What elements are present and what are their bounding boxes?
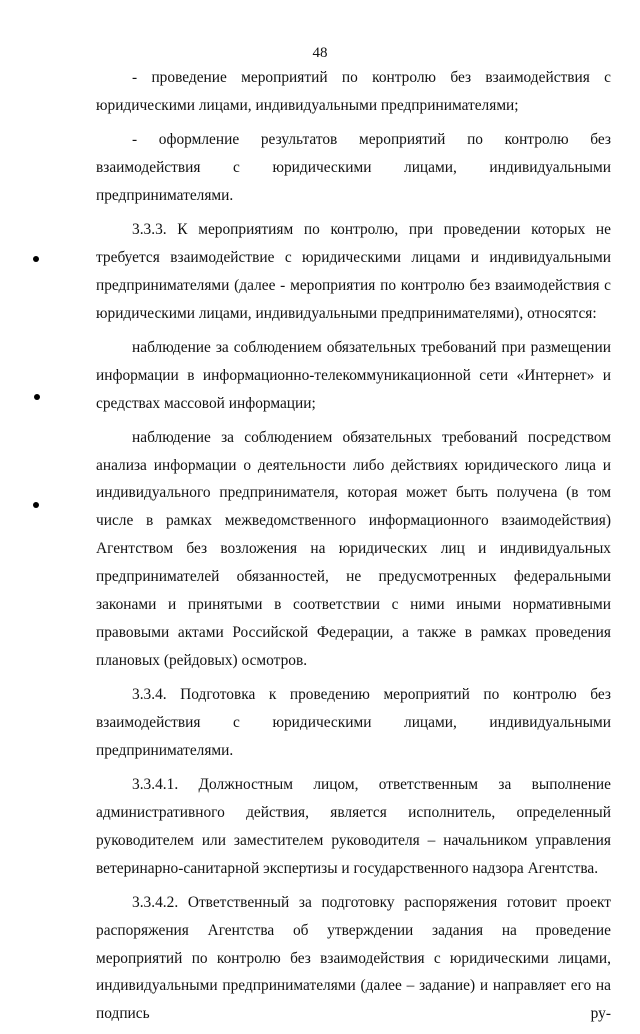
margin-mark <box>34 394 40 400</box>
paragraph-internet-monitoring: наблюдение за соблюдением обязательных требований при размещении информации в информационно-телекоммуникационной сети «Интернет» и средствах массовой информации; <box>96 338 611 412</box>
paragraph-list-item: - проведение мероприятий по контролю без взаимодействия с юридическими лицами, индивидуальными предпринимателями; <box>96 69 611 114</box>
paragraph-3-3-4-2: 3.3.4.2. Ответственный за подготовку распоряжения готовит проект распоряжения Агентства об утверждении задания на проведение мероприятий по контролю без взаимодействия с юридическими лицами, индивидуальными предпринимателями (далее – задание) и направляет его на подпись ру- <box>96 893 611 1023</box>
page-number: 48 <box>312 45 328 61</box>
paragraph-list-item: - оформление результатов мероприятий по контролю без взаимодействия с юридическими лицами, индивидуальными предпринимателями. <box>96 131 611 204</box>
margin-mark <box>33 256 39 262</box>
paragraph-information-analysis: наблюдение за соблюдением обязательных требований посредством анализа информации о деятельности либо действиях юридического лица и индивидуального предпринимателя, которая может быть получена (в том числе в рамках межведомственного информационного взаимодействия) Агентством без возложения на юридических лиц и индивидуальных предпринимателей обязанностей, не предусмотренных федеральными законами и принятыми в соответствии с ними иными нормативными правовыми актами Российской Федерации, а также в рамках проведения плановых (рейдовых) осмотров. <box>96 428 611 669</box>
margin-mark <box>33 502 39 508</box>
paragraph-3-3-3: 3.3.3. К мероприятиям по контролю, при проведении которых не требуется взаимодействие с юридическими лицами и индивидуальными предпринимателями (далее - мероприятия по контролю без взаимодействия с юридическими лицами, индивидуальными предпринимателями), относятся: <box>96 220 611 322</box>
paragraph-3-3-4-1: 3.3.4.1. Должностным лицом, ответственным за выполнение административного действия, является исполнитель, определенный руководителем или заместителем руководителя – начальником управления ветеринарно-санитарной экспертизы и государственного надзора Агентства. <box>96 775 611 877</box>
document-body <box>96 64 611 1034</box>
paragraph-3-3-4: 3.3.4. Подготовка к проведению мероприятий по контролю без взаимодействия с юридическими лицами, индивидуальными предпринимателями. <box>96 685 611 759</box>
